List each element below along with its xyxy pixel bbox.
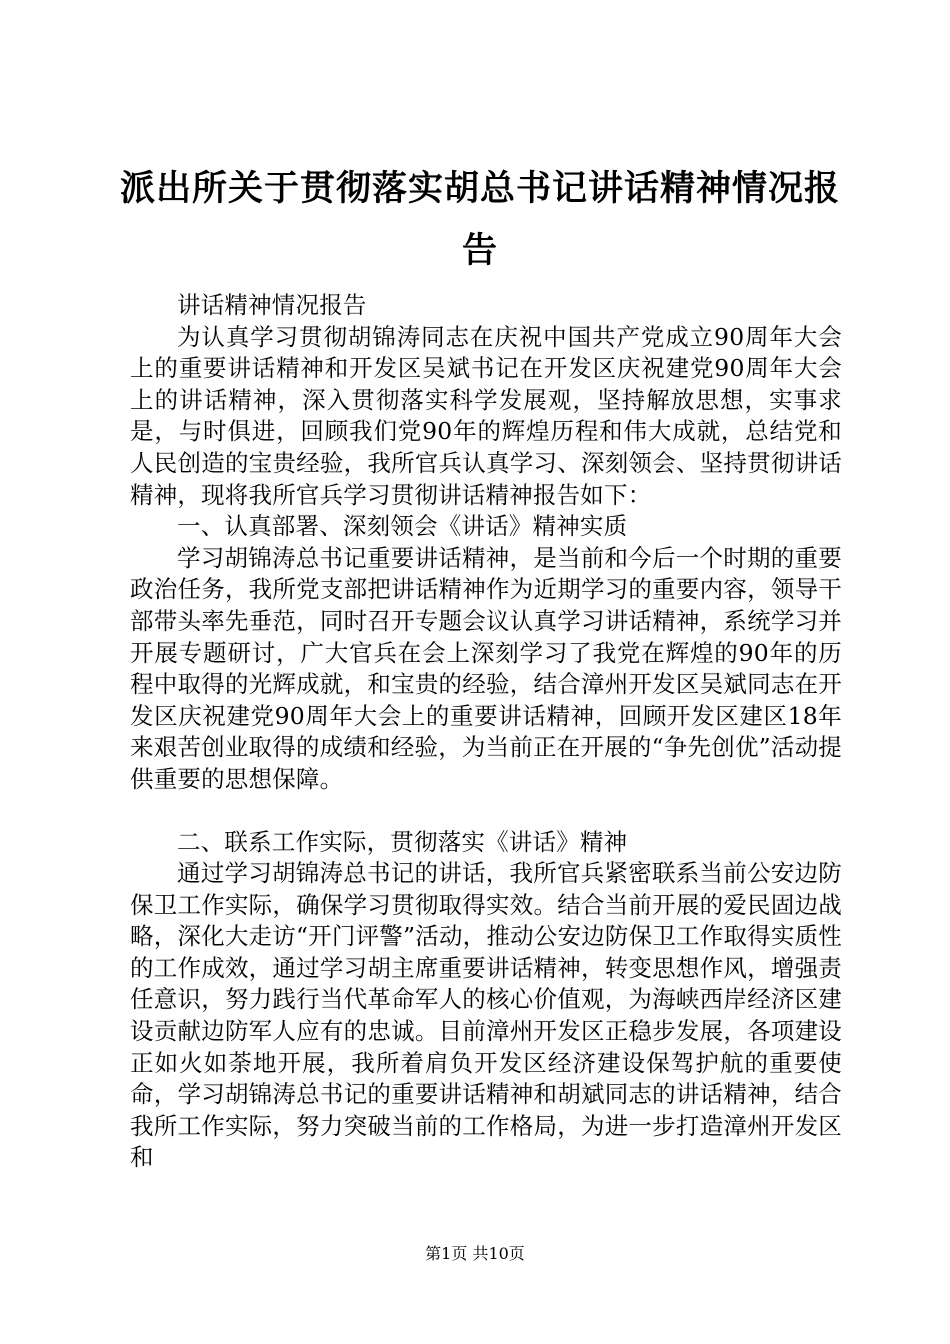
page-footer: 第1页 共10页 xyxy=(425,1244,525,1263)
paragraph-intro: 为认真学习贯彻胡锦涛同志在庆祝中国共产党成立90周年大会上的重要讲话精神和开发区吴斌书记在开发区庆祝建党90周年大会上的讲话精神，深入贯彻落实科学发展观，坚持解放思想，实事求是，与时俱进，回顾我们党90年的辉煌历程和伟大成就，总结党和人民创造的宝贵经验，我所官兵认真学习、深刻领会、坚持贯彻讲话精神，现将我所官兵学习贯彻讲话精神报告如下： xyxy=(130,322,842,509)
paragraph-subtitle: 讲话精神情况报告 xyxy=(177,291,367,319)
section-heading-1: 一、认真部署、深刻领会《讲话》精神实质 xyxy=(177,512,628,541)
paragraph-section-2: 通过学习胡锦涛总书记的讲话，我所官兵紧密联系当前公安边防保卫工作实际，确保学习贯彻取得实效。结合当前开展的爱民固边战略，深化大走访“开门评警”活动，推动公安边防保卫工作取得实质性的工作成效，通过学习胡主席重要讲话精神，转变思想作风，增强责任意识，努力践行当代革命军人的核心价值观，为海峡西岸经济区建设贡献边防军人应有的忠诚。目前漳州开发区正稳步发展，各项建设正如火如荼地开展，我所着肩负开发区经济建设保驾护航的重要使命，学习胡锦涛总书记的重要讲话精神和胡斌同志的讲话精神，结合我所工作实际，努力突破当前的工作格局，为进一步打造漳州开发区和 xyxy=(130,859,842,1172)
document-title: 派出所关于贯彻落实胡总书记讲话精神情况报告 xyxy=(119,168,840,271)
paragraph-section-1: 学习胡锦涛总书记重要讲话精神，是当前和今后一个时期的重要政治任务，我所党支部把讲话精神作为近期学习的重要内容，领导干部带头率先垂范，同时召开专题会议认真学习讲话精神，系统学习并开展专题研讨，广大官兵在会上深刻学习了我党在辉煌的90年的历程中取得的光辉成就，和宝贵的经验，结合漳州开发区吴斌同志在开发区庆祝建党90周年大会上的重要讲话精神，回顾开发区建区18年来艰苦创业取得的成绩和经验，为当前正在开展的“争先创优”活动提供重要的思想保障。 xyxy=(130,543,842,793)
document-body xyxy=(130,290,842,1174)
section-heading-2: 二、联系工作实际，贯彻落实《讲话》精神 xyxy=(177,827,628,856)
